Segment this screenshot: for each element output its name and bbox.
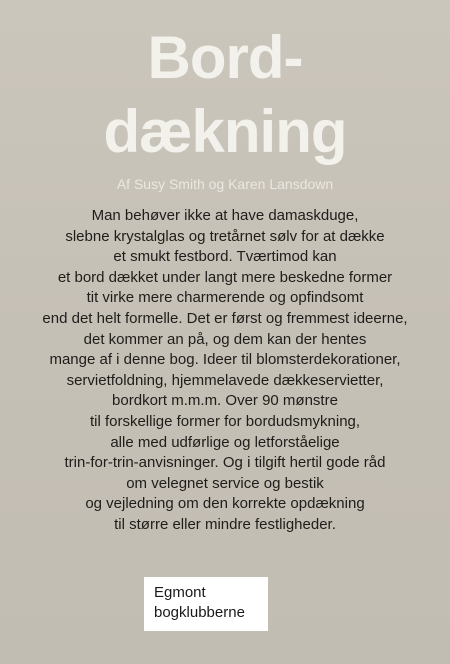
blurb-line: trin-for-trin-anvisninger. Og i tilgift hertil gode råd [64,454,386,472]
blurb-line: et smukt festbord. Tværtimod kan [113,248,337,266]
blurb-line: det kommer an på, og dem kan der hentes [83,330,367,348]
blurb-line: end det helt formelle. Det er først og fremmest ideerne, [42,309,408,327]
blurb-line: til forskellige former for bordudsmykning, [89,412,361,430]
blurb-line: et bord dækket under langt mere beskedne former [57,268,393,286]
publisher-imprint: bogklubberne [154,604,245,621]
blurb-line: om velegnet service og bestik [126,474,324,492]
publisher-name: Egmont [154,584,206,601]
blurb-line: slebne krystalglas og tretårnet sølv for at dække [65,227,385,245]
blurb-line: mange af i denne bog. Ideer til blomsterdekorationer, [49,351,401,369]
blurb-line: til større eller mindre festligheder. [114,515,336,533]
blurb-line: og vejledning om den korrekte opdækning [85,495,365,513]
blurb-line: servietfoldning, hjemmelavede dækkeservietter, [66,371,384,389]
author-byline: Af Susy Smith og Karen Lansdown [116,176,334,192]
cover-blurb [0,206,450,536]
blurb-line: tit virke mere charmerende og opfindsomt [86,289,364,307]
title-line-2: dækning [103,98,347,165]
blurb-line: bordkort m.m.m. Over 90 mønstre [112,392,338,410]
title-line-1: Bord- [147,24,303,91]
blurb-line: alle med udførlige og letforståelige [110,433,340,451]
publisher-label [144,577,268,631]
blurb-line: Man behøver ikke at have damaskduge, [91,207,359,224]
